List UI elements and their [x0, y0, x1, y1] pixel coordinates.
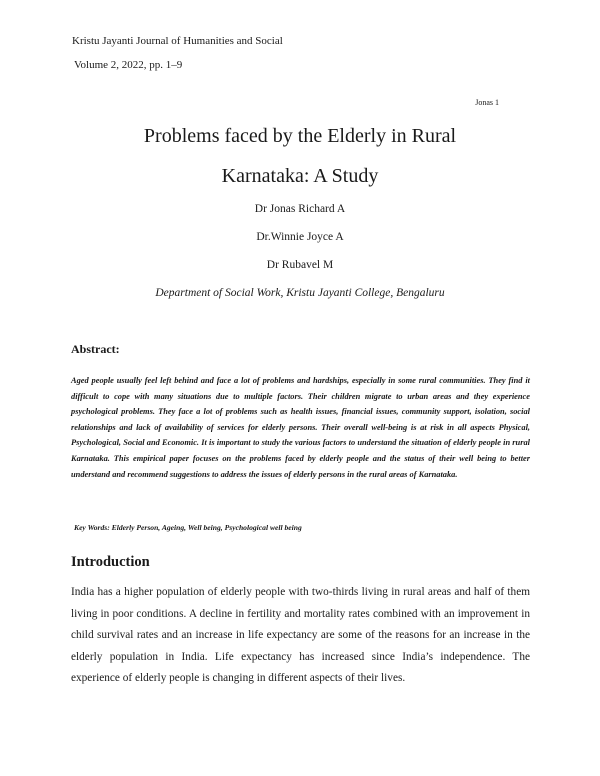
- journal-volume: Volume 2, 2022, pp. 1–9: [74, 59, 183, 71]
- journal-name: Kristu Jayanti Journal of Humanities and Social: [72, 35, 283, 47]
- abstract-heading: Abstract:: [71, 342, 120, 356]
- author-3: Dr Rubavel M: [266, 259, 334, 271]
- paper-title-line-2: Karnataka: A Study: [221, 165, 379, 187]
- introduction-heading: Introduction: [71, 554, 150, 570]
- author-1: Dr Jonas Richard A: [254, 203, 346, 215]
- running-head: Jonas 1: [475, 98, 499, 107]
- paper-title-line-1: Problems faced by the Elderly in Rural: [143, 125, 457, 147]
- introduction-body: India has a higher population of elderly people with two-thirds living in rural areas and half of them living in poor conditions. A decline in fertility and mortality rates combined with an improvement in child survival rates and an increase in life expectancy are some of the reasons for an increase in the elderly population in India. Life expectancy has increased since India’s independence. The experience of elderly people is changing in different aspects of their lives.: [71, 586, 530, 684]
- keywords: Key Words: Elderly Person, Ageing, Well being, Psychological well being: [74, 523, 302, 532]
- abstract-body: Aged people usually feel left behind and face a lot of problems and hardships, especially in some rural communities. They find it difficult to cope with many situations due to multiple factors. Their children migrate to urban areas and they experience psychological problems. They face a lot of problems such as health issues, financial issues, community support, isolation, social relationships and lack of availability of services for elderly persons. Their overall well-being is at risk in all aspects Physical, Psychological, Social and Economic. It is important to study the various factors to understand the situation of elderly people in rural Karnataka. This empirical paper focuses on the problems faced by elderly people and the status of their well being to better understand and recommend suggestions to address the issues of elderly persons in the rural areas of Karnataka.: [71, 376, 530, 479]
- author-affiliation: Department of Social Work, Kristu Jayanti College, Bengaluru: [155, 287, 445, 299]
- author-2: Dr.Winnie Joyce A: [256, 231, 344, 243]
